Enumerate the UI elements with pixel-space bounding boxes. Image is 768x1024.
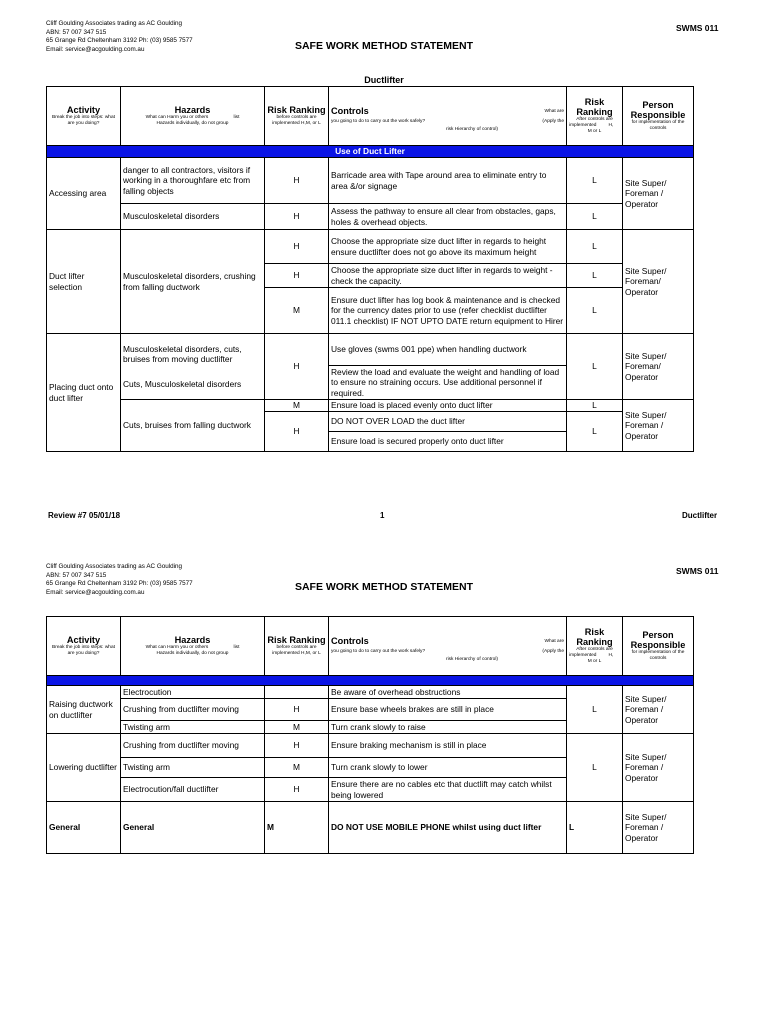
risk-cell: M [265, 721, 329, 734]
hazard-cell: Musculoskeletal disorders, crushing from falling ductwork [121, 230, 265, 334]
company-address: 65 Grange Rd Cheltenham 3192 Ph: (03) 9585 7577 [46, 580, 193, 588]
control-cell: Choose the appropriate size duct lifter in regards to height ensure ductlifter does not go above its maximum height [329, 230, 567, 264]
risk-after-cell: L [567, 802, 623, 854]
hazard-cell: Twisting arm [121, 721, 265, 734]
risk-cell: H [265, 264, 329, 288]
doc-title-page2: SAFE WORK METHOD STATEMENT [294, 581, 474, 593]
footer-review: Review #7 05/01/18 [48, 511, 121, 520]
section-band-empty [47, 676, 694, 686]
risk-cell: H [265, 230, 329, 264]
header-person: Person Responsible for implementation of the controls [623, 87, 694, 146]
control-cell: Ensure duct lifter has log book & maintenance and is checked for the currency dates prior to use (refer checklist ductlifter 011.1 checklist) IF NOT UPTO DATE return equipment to Hirer [329, 288, 567, 334]
person-cell: Site Super/ Foreman / Operator [623, 802, 694, 854]
header-hazards: Hazards What can Harm you or others list Hazards individually, do not group [121, 87, 265, 146]
header-risk-before: Risk Ranking before controls are implemented H,M, or L [265, 87, 329, 146]
table-row [47, 334, 694, 366]
doc-code-page2: SWMS 011 [676, 566, 719, 576]
swms-table-page2 [46, 616, 694, 854]
risk-cell: H [265, 158, 329, 204]
header-person: Person Responsible for implementation of the controls [623, 617, 694, 676]
risk-after-cell: L [567, 400, 623, 412]
header-risk-after: Risk Ranking After controls are implemented H, M or L [567, 617, 623, 676]
activity-cell: Duct lifter selection [47, 230, 121, 334]
risk-after-cell: L [567, 334, 623, 400]
person-cell: Site Super/ Foreman / Operator [623, 158, 694, 230]
control-cell: Ensure base wheels brakes are still in place [329, 699, 567, 721]
person-cell: Site Super/ Foreman / Operator [623, 686, 694, 734]
footer-doc-name: Ductlifter [682, 511, 718, 520]
hazard-cell: General [121, 802, 265, 854]
risk-after-cell: L [567, 158, 623, 204]
company-email: Email: service@acgoulding.com.au [46, 45, 145, 53]
risk-cell: H [265, 204, 329, 230]
hazard-cell: Crushing from ductlifter moving [121, 699, 265, 721]
control-cell: Ensure load is placed evenly onto duct lifter [329, 400, 567, 412]
control-cell: DO NOT USE MOBILE PHONE whilst using duct lifter [329, 802, 567, 854]
risk-cell: H [265, 412, 329, 452]
hazard-cell: danger to all contractors, visitors if working in a thoroughfare etc from falling objects [121, 158, 265, 204]
company-name: Cliff Goulding Associates trading as AC Goulding [46, 20, 183, 27]
control-cell: Review the load and evaluate the weight and handling of load to ensure no straining occurs. Use additional personnel if required. [329, 366, 567, 400]
risk-cell: M [265, 758, 329, 778]
company-name: Cliff Goulding Associates trading as AC Goulding [46, 563, 183, 570]
activity-cell: Lowering ductlifter [47, 734, 121, 802]
control-cell: Assess the pathway to ensure all clear from obstacles, gaps, holes & overhead objects. [329, 204, 567, 230]
table-row [47, 204, 694, 230]
person-cell: Site Super/ Foreman/ Operator [623, 334, 694, 400]
header-activity: Activity Break the job into steps: what are you doing? [47, 87, 121, 146]
table-row [47, 686, 694, 699]
control-cell: Ensure load is secured properly onto duct lifter [329, 432, 567, 452]
swms-table-page1 [46, 86, 694, 452]
header-risk-after: Risk Ranking After controls are implemented H, M or L [567, 87, 623, 146]
table-row [47, 734, 694, 758]
header-activity: Activity Break the job into steps: what are you doing? [47, 617, 121, 676]
control-cell: Ensure braking mechanism is still in place [329, 734, 567, 758]
risk-after-cell: L [567, 734, 623, 802]
risk-cell: H [265, 778, 329, 802]
risk-cell: M [265, 288, 329, 334]
activity-cell: Accessing area [47, 158, 121, 230]
table-header-row [47, 617, 694, 676]
header-hazards: Hazards What can Harm you or others list Hazards individually, do not group [121, 617, 265, 676]
table-header-row [47, 87, 694, 146]
activity-cell: Placing duct onto duct lifter [47, 334, 121, 452]
control-cell: Ensure there are no cables etc that ductlift may catch whilst being lowered [329, 778, 567, 802]
person-cell: Site Super/ Foreman/ Operator [623, 230, 694, 334]
risk-cell: H [265, 699, 329, 721]
header-controls: Controls What are you going to do to carry out the work safely? (Apply the risk Hierarchy of control) [329, 617, 567, 676]
control-cell: Turn crank slowly to lower [329, 758, 567, 778]
risk-after-cell: L [567, 288, 623, 334]
activity-cell: General [47, 802, 121, 854]
company-address: 65 Grange Rd Cheltenham 3192 Ph: (03) 9585 7577 [46, 37, 193, 45]
hazard-cell: Cuts, bruises from falling ductwork [121, 400, 265, 452]
doc-subtitle: Ductlifter [364, 75, 404, 85]
hazard-cell: Electrocution [121, 686, 265, 699]
hazard-cell: Crushing from ductlifter moving [121, 734, 265, 758]
company-abn: ABN: 57 007 347 515 [46, 571, 107, 579]
control-cell: Turn crank slowly to raise [329, 721, 567, 734]
risk-cell: H [265, 734, 329, 758]
control-cell: Choose the appropriate size duct lifter in regards to weight - check the capacity. [329, 264, 567, 288]
table-row [47, 158, 694, 204]
header-risk-before: Risk Ranking before controls are implemented H,M, or L [265, 617, 329, 676]
header-controls: Controls What are you going to do to carry out the work safely? (Apply the risk Hierarchy of control) [329, 87, 567, 146]
doc-title: SAFE WORK METHOD STATEMENT [294, 40, 474, 52]
footer-page-number: 1 [380, 511, 385, 520]
hazard-cell: Electrocution/fall ductlifter [121, 778, 265, 802]
risk-cell: H [265, 334, 329, 400]
person-cell: Site Super/ Foreman / Operator [623, 400, 694, 452]
risk-cell: M [265, 802, 329, 854]
risk-after-cell: L [567, 230, 623, 264]
control-cell: Use gloves (swms 001 ppe) when handling ductwork [329, 334, 567, 366]
risk-cell: M [265, 400, 329, 412]
section-band: Use of Duct Lifter [47, 146, 694, 158]
person-cell: Site Super/ Foreman / Operator [623, 734, 694, 802]
hazard-cell: Musculoskeletal disorders [121, 204, 265, 230]
risk-after-cell: L [567, 264, 623, 288]
control-cell: DO NOT OVER LOAD the duct lifter [329, 412, 567, 432]
hazard-cell: Musculoskeletal disorders, cuts, bruises from moving ductlifter Cuts, Musculoskeletal disorders [121, 334, 265, 400]
doc-code: SWMS 011 [676, 23, 719, 33]
control-cell: Be aware of overhead obstructions [329, 686, 567, 699]
risk-after-cell: L [567, 412, 623, 452]
hazard-cell: Twisting arm [121, 758, 265, 778]
table-row [47, 400, 694, 412]
table-row [47, 802, 694, 854]
activity-cell: Raising ductwork on ductlifter [47, 686, 121, 734]
company-abn: ABN: 57 007 347 515 [46, 28, 107, 36]
table-row [47, 230, 694, 264]
company-email: Email: service@acgoulding.com.au [46, 588, 145, 596]
control-cell: Barricade area with Tape around area to eliminate entry to area &/or signage [329, 158, 567, 204]
risk-after-cell: L [567, 204, 623, 230]
risk-after-cell: L [567, 686, 623, 734]
risk-cell [265, 686, 329, 699]
